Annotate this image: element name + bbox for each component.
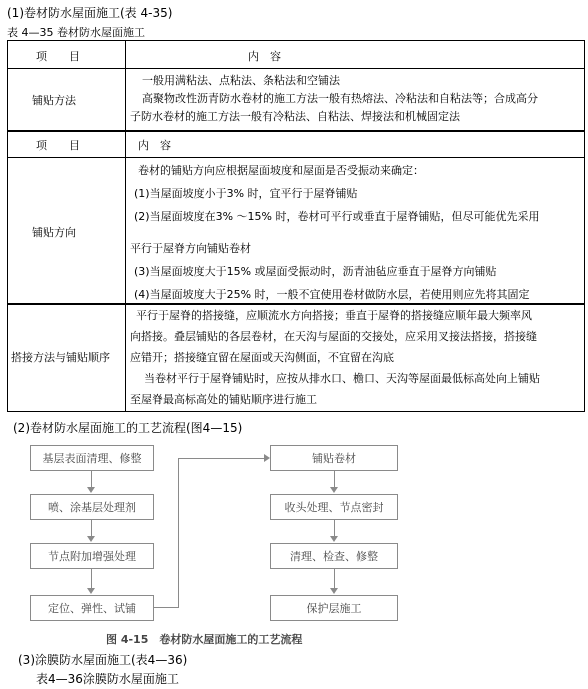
table-4-35 bbox=[7, 40, 585, 412]
arrow-down-icon bbox=[330, 536, 338, 542]
row-2-line-5: (3)当屋面坡度大于15% 或屋面受振动时，沥青油毡应垂直于屋脊方向铺贴 bbox=[134, 265, 497, 278]
table-4-36-caption: 表4—36涂膜防水屋面施工 bbox=[36, 672, 179, 686]
row-1-content bbox=[126, 72, 538, 126]
row-3-line-4: 当卷材平行于屋脊铺贴时，应按从排水口、檐口、天沟等屋面最低标高处向上铺贴 bbox=[144, 372, 540, 385]
row-2-line-1: 卷材的铺贴方向应根据屋面坡度和屋面是否受振动来确定： bbox=[138, 164, 424, 177]
flow-step-primer: 喷、涂基层处理剂 bbox=[30, 494, 154, 520]
row-3-line-2: 向搭接。叠层铺贴的各层卷材，在天沟与屋面的交接处，应采用叉接法搭接，搭接缝 bbox=[130, 330, 537, 343]
table-4-35-caption: 表 4—35 卷材防水屋面施工 bbox=[7, 26, 145, 39]
section-3-heading: (3)涂膜防水屋面施工(表4—36) bbox=[18, 653, 188, 667]
section-2-heading: (2)卷材防水屋面施工的工艺流程(图4—15) bbox=[13, 421, 243, 435]
header-2-item: 项 目 bbox=[36, 139, 80, 152]
row-2-line-2: (1)当屋面坡度小于3% 时，宜平行于屋脊铺贴 bbox=[134, 187, 358, 200]
section-1-heading: (1)卷材防水屋面施工(表 4-35) bbox=[7, 6, 173, 20]
row-3-label: 搭接方法与铺贴顺序 bbox=[11, 351, 110, 364]
row-2-line-6: (4)当屋面坡度大于25% 时，一般不宜使用卷材做防水层，若使用则应先将其固定 bbox=[134, 288, 530, 301]
header-1-content: 内 容 bbox=[248, 50, 281, 63]
header-1-item: 项 目 bbox=[36, 50, 80, 63]
row-2-label: 铺贴方向 bbox=[32, 226, 76, 239]
row-1-label: 铺贴方法 bbox=[32, 94, 76, 107]
arrow-down-icon bbox=[330, 487, 338, 493]
flow-step-edge-seal: 收头处理、节点密封 bbox=[270, 494, 398, 520]
arrow-down-icon bbox=[87, 487, 95, 493]
row-3-line-1: 平行于屋脊的搭接缝，应顺流水方向搭接；垂直于屋脊的搭接缝应顺年最大频率风 bbox=[136, 309, 532, 322]
row-1-line-3: 子防水卷材的施工方法一般有冷粘法、自粘法、焊接法和机械固定法 bbox=[130, 110, 460, 123]
header-2-content: 内 容 bbox=[138, 139, 171, 152]
arrow-down-icon bbox=[330, 588, 338, 594]
arrow-down-icon bbox=[87, 588, 95, 594]
flow-step-lay-membrane: 铺贴卷材 bbox=[270, 445, 398, 471]
row-2-line-3: (2)当屋面坡度在3% ～15% 时，卷材可平行或垂直于屋脊铺贴，但尽可能优先采用 bbox=[134, 210, 540, 223]
figure-caption: 图 4-15 卷材防水屋面施工的工艺流程 bbox=[106, 633, 303, 646]
row-3-line-3: 应错开；搭接缝宜留在屋面或天沟侧面，不宜留在沟底 bbox=[130, 351, 394, 364]
flow-step-surface-cleaning: 基层表面清理、修整 bbox=[30, 445, 154, 471]
flow-step-node-reinforce: 节点附加增强处理 bbox=[30, 543, 154, 569]
row-1-line-1: 一般用满粘法、点粘法、条粘法和空铺法 bbox=[142, 74, 340, 87]
row-2-content bbox=[126, 159, 539, 306]
row-1-line-2: 高聚物改性沥青防水卷材的施工方法一般有热熔法、冷粘法和自粘法等；合成高分 bbox=[142, 92, 538, 105]
row-3-line-5: 至屋脊最高标高处的铺贴顺序进行施工 bbox=[130, 393, 317, 406]
row-2-line-4: 平行于屋脊方向铺贴卷材 bbox=[130, 242, 251, 255]
flow-step-inspect: 清理、检查、修整 bbox=[270, 543, 398, 569]
flow-step-protect-layer: 保护层施工 bbox=[270, 595, 398, 621]
row-3-content bbox=[126, 305, 540, 410]
flow-step-positioning: 定位、弹性、试铺 bbox=[30, 595, 154, 621]
arrow-down-icon bbox=[87, 536, 95, 542]
